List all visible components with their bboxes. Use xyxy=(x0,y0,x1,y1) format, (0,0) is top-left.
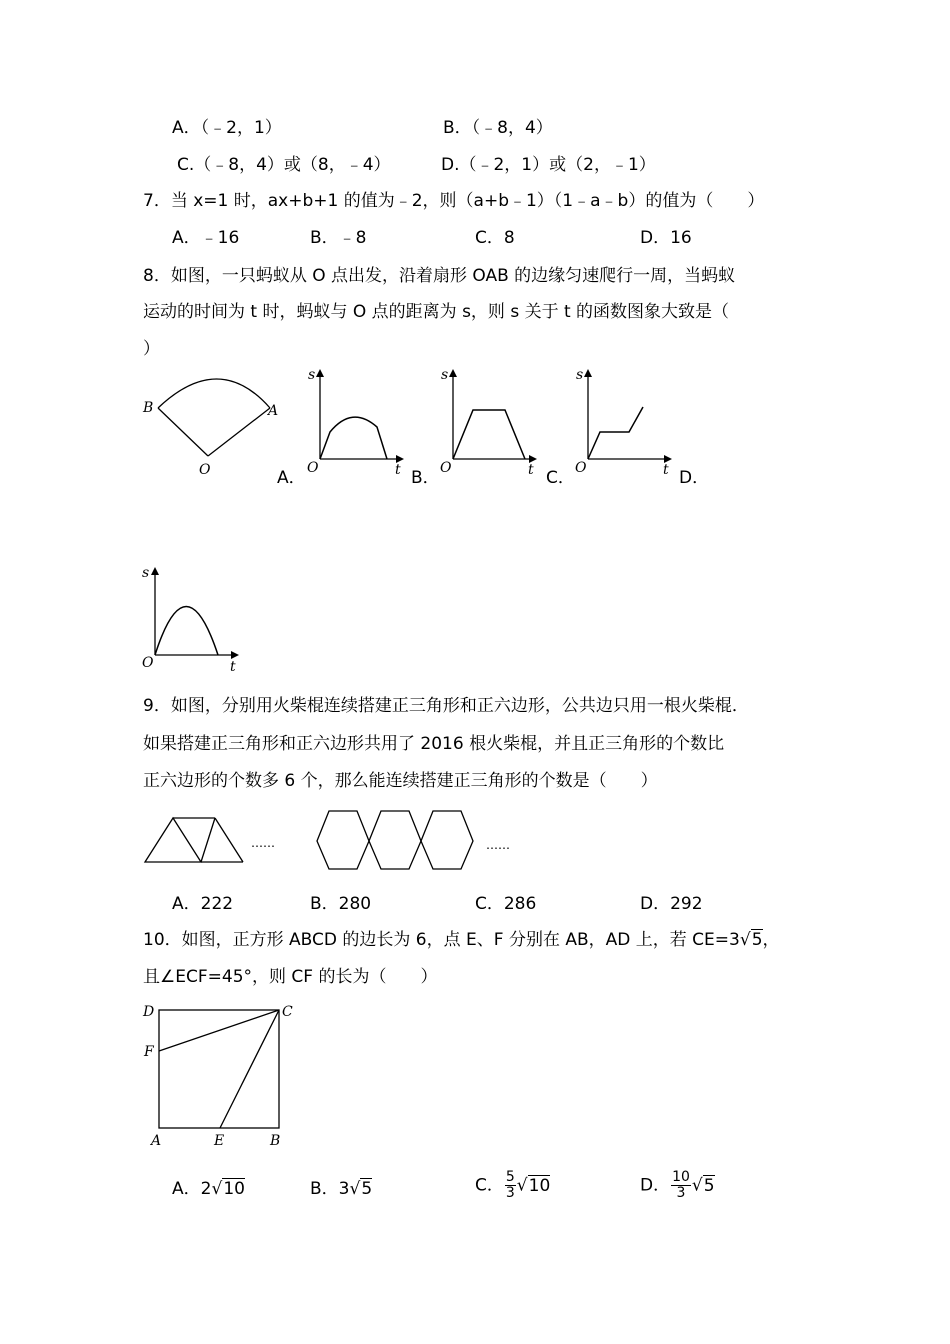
q7-option-c[interactable]: C．8 xyxy=(475,228,515,248)
svg-text:t: t xyxy=(395,462,401,478)
q8-sector-figure xyxy=(140,380,290,480)
svg-text:A: A xyxy=(151,1133,162,1149)
svg-text:t: t xyxy=(230,659,236,675)
svg-text:s: s xyxy=(441,367,449,383)
q6-option-c[interactable]: C.（﹣8，4）或（8，﹣4） xyxy=(177,155,391,175)
label-a: A xyxy=(268,403,279,419)
graph-d-curve xyxy=(155,607,218,656)
q9-dots-1: …… xyxy=(251,836,275,850)
q6-option-a[interactable]: A．（﹣2，1） xyxy=(172,118,282,138)
q9-option-a[interactable]: A．222 xyxy=(172,894,234,914)
q7-stem: 7．当 x=1 时，ax+b+1 的值为﹣2，则（a+b﹣1）（1﹣a﹣b）的值为（ ） xyxy=(143,191,765,211)
q9-option-b[interactable]: B．280 xyxy=(310,894,372,914)
q9-stem-line2: 如果搭建正三角形和正六边形共用了 2016 根火柴棍，并且正三角形的个数比 xyxy=(143,734,725,754)
svg-text:C: C xyxy=(282,1004,293,1020)
q8-option-c[interactable]: C． xyxy=(546,468,575,488)
q10-option-d[interactable]: D． $\frac{10}{3}$ √5 xyxy=(640,1169,715,1201)
sector-arc xyxy=(158,379,270,408)
svg-text:s: s xyxy=(308,367,316,383)
q6-option-b[interactable]: B．（﹣8，4） xyxy=(443,118,553,138)
label-b: B xyxy=(143,400,154,416)
q10-option-a[interactable]: A．2√10 xyxy=(172,1179,245,1199)
q9-triangles-figure xyxy=(140,812,250,867)
q9-stem-line1: 9．如图，分别用火柴棍连续搭建正三角形和正六边形，公共边只用一根火柴棍． xyxy=(143,696,749,716)
svg-text:s: s xyxy=(142,565,150,581)
graph-c-curve xyxy=(588,407,643,459)
svg-text:O: O xyxy=(440,460,452,476)
svg-text:F: F xyxy=(144,1044,154,1060)
svg-text:s: s xyxy=(576,367,584,383)
svg-text:D: D xyxy=(143,1004,155,1020)
q8-graph-d[interactable] xyxy=(135,563,245,673)
q8-graph-a[interactable] xyxy=(300,365,410,478)
svg-text:O: O xyxy=(307,460,319,476)
q9-option-c[interactable]: C．286 xyxy=(475,894,537,914)
q10-stem-line2: 且∠ECF=45°，则 CF 的长为（ ） xyxy=(143,967,438,987)
q9-option-d[interactable]: D．292 xyxy=(640,894,703,914)
graph-a-curve xyxy=(320,417,387,459)
label-o: O xyxy=(199,462,211,478)
q8-stem-line2: 运动的时间为 t 时，蚂蚁与 O 点的距离为 s，则 s 关于 t 的函数图象大致是（ xyxy=(143,302,730,322)
svg-text:O: O xyxy=(575,460,587,476)
q10-square-figure xyxy=(140,1000,300,1150)
fraction: $\frac{10}{3}$ xyxy=(672,1169,690,1201)
svg-text:O: O xyxy=(142,655,154,671)
q9-hexagons-figure xyxy=(312,805,482,875)
fraction: $\frac{5}{3}$ xyxy=(505,1169,515,1201)
q8-option-a[interactable]: A． xyxy=(277,468,306,488)
svg-text:E: E xyxy=(214,1133,225,1149)
q8-option-d[interactable]: D． xyxy=(679,468,710,488)
q6-option-d[interactable]: D.（﹣2，1）或（2，﹣1） xyxy=(441,155,656,175)
svg-text:t: t xyxy=(663,462,669,478)
svg-text:B: B xyxy=(270,1133,281,1149)
q8-option-b[interactable]: B． xyxy=(411,468,440,488)
q10-option-b[interactable]: B．3√5 xyxy=(310,1179,373,1199)
q9-dots-2: …… xyxy=(486,838,510,852)
q7-option-a[interactable]: A．﹣16 xyxy=(172,228,240,248)
svg-text:t: t xyxy=(528,462,534,478)
q10-option-c[interactable]: C． $\frac{5}{3}$ √10 xyxy=(475,1169,551,1201)
q8-graph-c[interactable] xyxy=(568,365,678,478)
q7-option-b[interactable]: B．﹣8 xyxy=(310,228,367,248)
q8-stem-line1: 8．如图，一只蚂蚁从 O 点出发，沿着扇形 OAB 的边缘匀速爬行一周，当蚂蚁 xyxy=(143,266,736,286)
q7-option-d[interactable]: D．16 xyxy=(640,228,692,248)
sector-radius-oa xyxy=(208,408,270,456)
q10-ce-radicand: 5 xyxy=(751,930,763,950)
sector-radius-ob xyxy=(158,408,208,456)
graph-b-curve xyxy=(453,410,525,459)
q9-stem-line3: 正六边形的个数多 6 个，那么能连续搭建正三角形的个数是（ ） xyxy=(143,771,658,791)
q10-stem-line1: 10．如图，正方形 ABCD 的边长为 6，点 E、F 分别在 AB，AD 上，若 CE=3√5， xyxy=(143,930,780,950)
q8-graph-b[interactable] xyxy=(433,365,543,478)
q8-stem-line3: ） xyxy=(143,339,160,359)
